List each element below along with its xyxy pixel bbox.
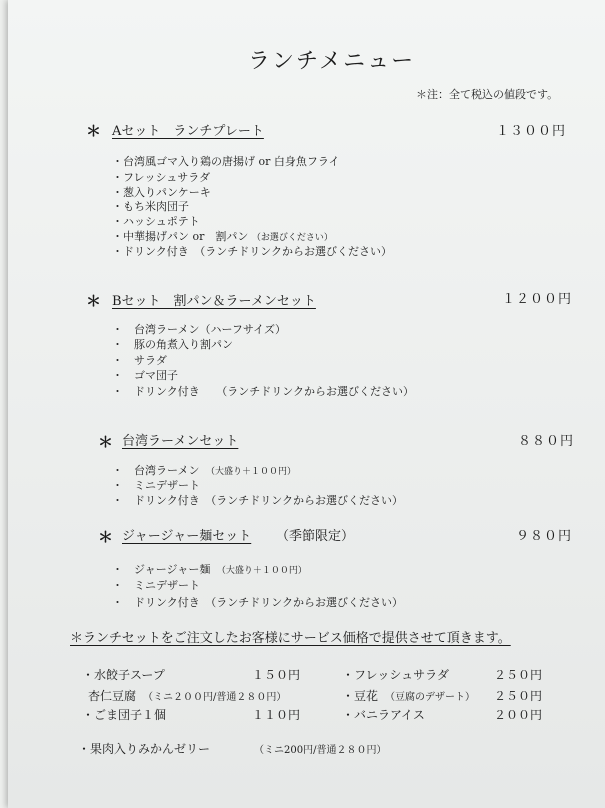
- set-d-item: [112, 594, 403, 610]
- set-a-item-note: （お選びください）: [251, 233, 333, 243]
- service-item-price: ２００円: [494, 708, 543, 722]
- service-item: [342, 706, 425, 723]
- service-item-label: バニラアイス: [354, 708, 425, 722]
- bullet: ・: [112, 230, 123, 243]
- bullet: ・: [82, 708, 95, 722]
- bullet: ・: [112, 245, 123, 258]
- service-item-label: 水餃子スープ: [94, 668, 165, 682]
- bullet: ・: [342, 689, 355, 703]
- bullet: ・: [112, 385, 123, 398]
- set-b-item-text: ドリンク付き （ランチドリンクからお選びください）: [134, 385, 415, 398]
- set-d-item-text: ドリンク付き （ランチドリンクからお選びください）: [134, 596, 404, 609]
- service-note: ＊ランチセットをご注文したお客様にサービス価格で提供させて頂きます。: [70, 631, 511, 646]
- bullet: ・: [78, 742, 91, 756]
- service-item-label: 豆花: [354, 689, 379, 703]
- set-b-item-text: 台湾ラーメン（ハーフサイズ）: [134, 323, 287, 336]
- set-a-item-text: ドリンク付き （ランチドリンクからお選びください）: [123, 245, 393, 258]
- service-item-label: 杏仁豆腐: [88, 689, 137, 703]
- section-star: ＊: [86, 122, 102, 140]
- set-b-item: [112, 383, 414, 399]
- set-c-item: [112, 462, 296, 478]
- set-a-item-text: もち米肉団子: [123, 200, 189, 213]
- set-c-item: [112, 477, 200, 493]
- service-item-price: ２５０円: [494, 689, 543, 703]
- set-a-item-text: 中華揚げパン or 割パン: [123, 230, 249, 243]
- section-star: ＊: [98, 528, 114, 546]
- set-d-item-text: ジャージャー麺: [134, 563, 211, 576]
- bullet: ・: [112, 171, 123, 184]
- bullet: ・: [112, 479, 123, 492]
- service-item: [88, 687, 286, 704]
- bullet: ・: [112, 155, 123, 168]
- set-a-item-text: フレッシュサラダ: [123, 171, 211, 184]
- service-item-price: １１０円: [252, 708, 301, 722]
- service-item-label: ごま団子１個: [94, 708, 167, 722]
- set-b-item: [112, 352, 167, 368]
- section-star: ＊: [86, 292, 102, 310]
- service-item: [78, 740, 210, 757]
- set-d-item: [112, 577, 200, 593]
- set-c-item: [112, 492, 403, 508]
- set-c-item-text: ミニデザート: [134, 479, 200, 492]
- service-item-note: （豆腐のデザート）: [390, 692, 476, 703]
- service-item-note: （ミニ２００円/普通２８０円）: [148, 692, 287, 703]
- bullet: ・: [342, 708, 355, 722]
- service-item-price: ２５０円: [494, 668, 543, 682]
- tax-note: ＊注：全て税込の値段です。: [416, 88, 559, 101]
- set-b-item-text: ゴマ団子: [134, 369, 178, 382]
- set-a-item: [112, 243, 392, 259]
- bullet: ・: [112, 323, 123, 336]
- bullet: ・: [112, 338, 123, 351]
- set-a-item-text: ハッシュポテト: [123, 215, 200, 228]
- bullet: ・: [112, 494, 123, 507]
- bullet: ・: [112, 596, 123, 609]
- set-b-item-text: 豚の角煮入り割パン: [134, 338, 233, 351]
- service-item-label: フレッシュサラダ: [354, 668, 450, 682]
- set-a-item-text: 葱入りパンケーキ: [123, 186, 211, 199]
- set-d-item: [112, 561, 307, 577]
- set-b-item: [112, 336, 233, 352]
- set-b-item-text: サラダ: [134, 354, 167, 367]
- menu-sheet: [8, 0, 605, 808]
- service-item: [342, 666, 449, 683]
- set-a-item: [112, 213, 200, 229]
- set-b-item: [112, 321, 286, 337]
- set-c-price: ８８０円: [518, 434, 575, 449]
- set-d-season: （季節限定）: [276, 529, 355, 544]
- service-item: [342, 687, 475, 704]
- set-c-item-text: ドリンク付き （ランチドリンクからお選びください）: [134, 494, 404, 507]
- set-b-title: Bセット 割パン＆ラーメンセット: [112, 294, 316, 309]
- set-c-title: 台湾ラーメンセット: [122, 434, 239, 449]
- set-a-price: １３００円: [496, 124, 567, 139]
- bullet: ・: [112, 186, 123, 199]
- set-d-price: ９８０円: [516, 529, 573, 544]
- set-a-item: [112, 153, 340, 169]
- bullet: ・: [112, 369, 123, 382]
- service-item-price: １５０円: [252, 668, 301, 682]
- bullet: ・: [342, 668, 355, 682]
- set-a-item: [112, 198, 189, 214]
- service-item-note: （ミニ200円/普通２８０円）: [254, 745, 387, 756]
- bullet: ・: [112, 354, 123, 367]
- set-a-item: [112, 228, 333, 244]
- bullet: ・: [112, 464, 123, 477]
- service-item: [82, 666, 165, 683]
- page-title: ランチメニュー: [248, 49, 416, 74]
- set-d-item-text: ミニデザート: [134, 579, 200, 592]
- bullet: ・: [112, 215, 123, 228]
- set-a-item: [112, 169, 210, 185]
- set-d-title: ジャージャー麺セット: [122, 529, 252, 544]
- bullet: ・: [112, 579, 123, 592]
- set-b-item: [112, 367, 178, 383]
- service-item: [82, 706, 166, 723]
- set-a-item-text: 台湾風ゴマ入り鶏の唐揚げ or 白身魚フライ: [123, 155, 340, 168]
- set-c-item-text: 台湾ラーメン: [134, 464, 200, 477]
- set-a-title: Aセット ランチプレート: [112, 124, 264, 139]
- bullet: ・: [82, 668, 95, 682]
- service-item-label: 果肉入りみかんゼリー: [90, 742, 211, 756]
- bullet: ・: [112, 563, 123, 576]
- section-star: ＊: [98, 433, 114, 451]
- bullet: ・: [112, 200, 123, 213]
- set-b-price: １２００円: [502, 292, 573, 307]
- set-c-item-note: （大盛り＋１００円）: [210, 467, 296, 477]
- set-d-item-note: （大盛り＋１００円）: [221, 566, 307, 576]
